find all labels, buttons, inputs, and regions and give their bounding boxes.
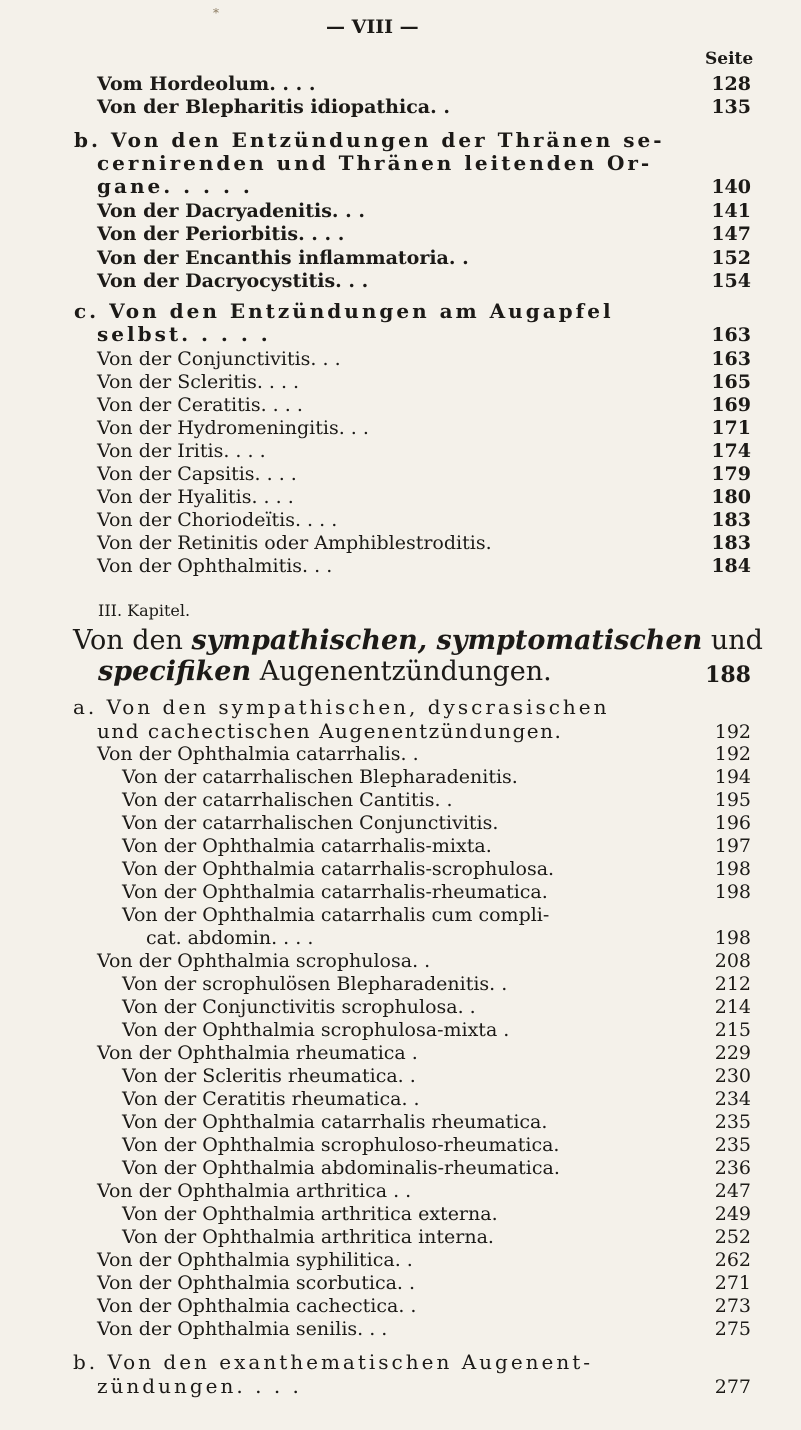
section-heading: a. Von den sympathischen, dyscrasischen: [73, 695, 610, 719]
chapter-title-line2: [98, 657, 552, 687]
toc-page: 147: [711, 223, 751, 245]
toc-page: 128: [711, 73, 751, 95]
toc-page: 184: [711, 555, 751, 577]
toc-entry: Von der Ceratitis. . . .: [97, 394, 303, 416]
toc-page: 165: [711, 371, 751, 393]
chapter-title-italic: sympathischen, symptomatischen: [191, 625, 703, 656]
toc-page: 230: [714, 1065, 751, 1087]
toc-page: 196: [714, 812, 751, 834]
toc-page: 180: [711, 486, 751, 508]
chapter-title-suffix: und: [702, 625, 763, 656]
toc-page: 194: [714, 766, 751, 788]
toc-entry: Von der Hyalitis. . . .: [97, 486, 294, 508]
toc-page: 171: [711, 417, 751, 439]
section-heading: gane. . . . .: [97, 174, 253, 198]
toc-page: 198: [714, 881, 751, 903]
toc-entry: Von der Ophthalmia scrophulosa. .: [97, 950, 431, 972]
toc-page: 235: [714, 1134, 751, 1156]
toc-entry: Von der Conjunctivitis. . .: [97, 348, 341, 370]
toc-page: 163: [711, 324, 751, 346]
toc-entry: Von der scrophulösen Blepharadenitis. .: [122, 973, 508, 995]
toc-page: 154: [711, 270, 751, 292]
section-heading: b. Von den exanthematischen Augenent-: [73, 1350, 594, 1374]
toc-page: 198: [714, 858, 751, 880]
toc-entry: Von der Ophthalmia syphilitica. .: [97, 1249, 413, 1271]
toc-page: 247: [714, 1180, 751, 1202]
toc-entry: Von der Scleritis. . . .: [97, 371, 300, 393]
toc-entry: Von der Ophthalmia catarrhalis cum compli-: [122, 904, 550, 926]
toc-page: 163: [711, 348, 751, 370]
toc-page: 235: [714, 1111, 751, 1133]
toc-page: 252: [714, 1226, 751, 1248]
toc-page: 249: [714, 1203, 751, 1225]
toc-entry: cat. abdomin. . . .: [146, 927, 314, 949]
toc-page: 275: [714, 1318, 751, 1340]
toc-page: 183: [711, 509, 751, 531]
toc-entry: Von der Ophthalmia scorbutica. .: [97, 1272, 416, 1294]
toc-page: 169: [711, 394, 751, 416]
toc-entry: Von der Ophthalmia scrophuloso-rheumatica.: [122, 1134, 560, 1156]
chapter-label: III. Kapitel.: [98, 601, 191, 620]
toc-entry: Von der Ophthalmia catarrhalis rheumatica.: [122, 1111, 548, 1133]
toc-page: 140: [711, 176, 751, 198]
toc-page: 174: [711, 440, 751, 462]
toc-page: 183: [711, 532, 751, 554]
toc-page: 135: [711, 96, 751, 118]
toc-page: 192: [714, 743, 751, 765]
toc-entry: Von der Capsitis. . . .: [97, 463, 297, 485]
toc-page: 179: [711, 463, 751, 485]
toc-entry: Von der Dacryadenitis. . .: [97, 200, 365, 222]
toc-entry: Von der Choriodeïtis. . . .: [97, 509, 338, 531]
toc-page: 236: [714, 1157, 751, 1179]
toc-entry: Von der Ophthalmia catarrhalis. .: [97, 743, 419, 765]
chapter-page: 188: [705, 662, 751, 688]
section-heading: c. Von den Entzündungen am Augapfel: [74, 299, 614, 323]
section-heading: selbst. . . . .: [97, 322, 271, 346]
chapter-title2-italic: specifiken: [98, 656, 252, 687]
toc-page: 152: [711, 247, 751, 269]
toc-entry: Von der Ophthalmia arthritica externa.: [122, 1203, 498, 1225]
toc-entry: Von der Ophthalmia catarrhalis-rheumatica.: [122, 881, 548, 903]
toc-entry: Von der Ophthalmia arthritica . .: [97, 1180, 412, 1202]
toc-page: 208: [714, 950, 751, 972]
toc-entry: Von der Blepharitis idiopathica. .: [97, 96, 450, 118]
toc-page: 197: [714, 835, 751, 857]
seite-label: Seite: [705, 49, 754, 69]
section-heading: und cachectischen Augenentzündungen.: [97, 719, 563, 743]
toc-entry: Von der Ophthalmia catarrhalis-mixta.: [122, 835, 492, 857]
toc-entry: Von der Ceratitis rheumatica. .: [122, 1088, 420, 1110]
page-number-header: — VIII —: [326, 16, 419, 38]
section-heading: cernirenden und Thränen leitenden Or-: [97, 151, 653, 175]
toc-entry: Von der Iritis. . . .: [97, 440, 266, 462]
toc-entry: Von der catarrhalischen Conjunctivitis.: [122, 812, 499, 834]
toc-entry: Von der Dacryocystitis. . .: [97, 270, 369, 292]
toc-page: 141: [711, 200, 751, 222]
chapter-title-prefix: Von den: [73, 625, 192, 656]
toc-entry: Von der Ophthalmia cachectica. .: [97, 1295, 417, 1317]
toc-page: 212: [714, 973, 751, 995]
toc-entry: Von der Scleritis rheumatica. .: [122, 1065, 416, 1087]
toc-page: 215: [714, 1019, 751, 1041]
toc-page: 198: [714, 927, 751, 949]
toc-entry: Von der Ophthalmia catarrhalis-scrophulosa.: [122, 858, 555, 880]
toc-page: 273: [714, 1295, 751, 1317]
chapter-title2-suffix: Augenentzündungen.: [251, 656, 552, 687]
toc-entry: Von der catarrhalischen Cantitis. .: [122, 789, 453, 811]
toc-entry: Von der Hydromeningitis. . .: [97, 417, 369, 439]
toc-entry: Von der catarrhalischen Blepharadenitis.: [122, 766, 518, 788]
toc-entry: Von der Ophthalmitis. . .: [97, 555, 333, 577]
star-mark: *: [213, 6, 219, 20]
section-heading: b. Von den Entzündungen der Thränen se-: [74, 128, 665, 152]
toc-entry: Von der Ophthalmia senilis. . .: [97, 1318, 388, 1340]
toc-page: 229: [714, 1042, 751, 1064]
toc-page: 234: [714, 1088, 751, 1110]
toc-entry: Von der Ophthalmia scrophulosa-mixta .: [122, 1019, 510, 1041]
toc-entry: Von der Ophthalmia abdominalis-rheumatica.: [122, 1157, 560, 1179]
section-heading: zündungen. . . .: [97, 1374, 302, 1398]
toc-entry: Von der Conjunctivitis scrophulosa. .: [122, 996, 476, 1018]
toc-entry: Vom Hordeolum. . . .: [97, 73, 316, 95]
toc-page: 277: [714, 1376, 751, 1398]
toc-page: 262: [714, 1249, 751, 1271]
toc-entry: Von der Ophthalmia arthritica interna.: [122, 1226, 494, 1248]
toc-page: 195: [714, 789, 751, 811]
toc-entry: Von der Retinitis oder Amphiblestroditis.: [97, 532, 492, 554]
toc-page: 214: [714, 996, 751, 1018]
chapter-title: [73, 626, 763, 656]
toc-page: 271: [714, 1272, 751, 1294]
toc-page: 192: [714, 721, 751, 743]
toc-entry: Von der Ophthalmia rheumatica .: [97, 1042, 418, 1064]
toc-entry: Von der Periorbitis. . . .: [97, 223, 345, 245]
toc-entry: Von der Encanthis inflammatoria. .: [97, 247, 469, 269]
